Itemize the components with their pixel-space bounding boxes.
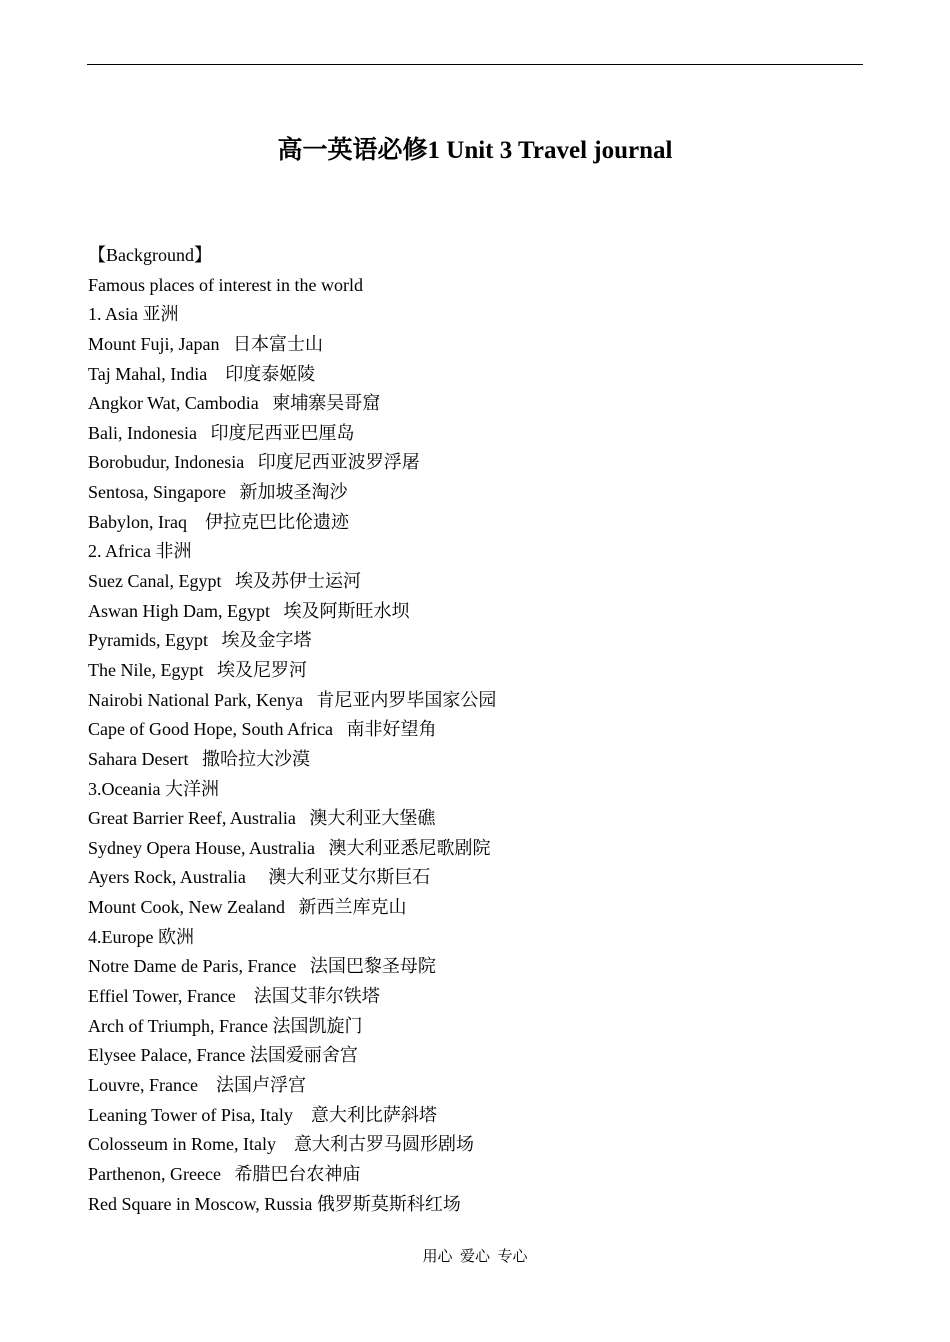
list-item: Great Barrier Reef, Australia 澳大利亚大堡礁 bbox=[88, 808, 436, 829]
list-item: Colosseum in Rome, Italy 意大利古罗马圆形剧场 bbox=[88, 1134, 474, 1155]
list-item: Babylon, Iraq 伊拉克巴比伦遗迹 bbox=[88, 511, 349, 532]
document-title: 高一英语必修1 Unit 3 Travel journal bbox=[277, 137, 673, 164]
document-body bbox=[88, 241, 863, 1219]
list-item: Effiel Tower, France 法国艾菲尔铁塔 bbox=[88, 986, 380, 1007]
list-item: Bali, Indonesia 印度尼西亚巴厘岛 bbox=[88, 422, 355, 443]
list-item: Parthenon, Greece 希腊巴台农神庙 bbox=[88, 1163, 361, 1184]
list-item: Arch of Triumph, France 法国凯旋门 bbox=[88, 1015, 363, 1036]
list-item: Notre Dame de Paris, France 法国巴黎圣母院 bbox=[88, 956, 436, 977]
list-item: Borobudur, Indonesia 印度尼西亚波罗浮屠 bbox=[88, 452, 420, 473]
section-heading-africa: 2. Africa 非洲 bbox=[88, 541, 192, 562]
list-item: Leaning Tower of Pisa, Italy 意大利比萨斜塔 bbox=[88, 1104, 437, 1125]
intro-line: Famous places of interest in the world bbox=[88, 274, 363, 295]
list-item: Red Square in Moscow, Russia 俄罗斯莫斯科红场 bbox=[88, 1193, 461, 1214]
list-item: Ayers Rock, Australia 澳大利亚艾尔斯巨石 bbox=[88, 867, 431, 888]
list-item: Taj Mahal, India 印度泰姬陵 bbox=[88, 363, 316, 384]
list-item: Mount Fuji, Japan 日本富士山 bbox=[88, 333, 324, 354]
section-heading-oceania: 3.Oceania 大洋洲 bbox=[88, 778, 219, 799]
list-item: Sentosa, Singapore 新加坡圣淘沙 bbox=[88, 482, 348, 503]
header-rule bbox=[87, 64, 863, 65]
section-heading-europe: 4.Europe 欧洲 bbox=[88, 926, 194, 947]
list-item: The Nile, Egypt 埃及尼罗河 bbox=[88, 659, 307, 680]
list-item: Pyramids, Egypt 埃及金字塔 bbox=[88, 630, 312, 651]
list-item: Nairobi National Park, Kenya 肯尼亚内罗毕国家公园 bbox=[88, 689, 497, 710]
list-item: Angkor Wat, Cambodia 柬埔寨吴哥窟 bbox=[88, 393, 381, 414]
list-item: Sahara Desert 撒哈拉大沙漠 bbox=[88, 748, 310, 769]
page-footer: 用心 爱心 专心 bbox=[422, 1249, 528, 1265]
list-item: Cape of Good Hope, South Africa 南非好望角 bbox=[88, 719, 437, 740]
list-item: Suez Canal, Egypt 埃及苏伊士运河 bbox=[88, 571, 361, 592]
list-item: Elysee Palace, France 法国爱丽舍宫 bbox=[88, 1045, 358, 1066]
list-item: Mount Cook, New Zealand 新西兰库克山 bbox=[88, 897, 407, 918]
list-item: Aswan High Dam, Egypt 埃及阿斯旺水坝 bbox=[88, 600, 410, 621]
section-heading-asia: 1. Asia 亚洲 bbox=[88, 304, 179, 325]
list-item: Louvre, France 法国卢浮宫 bbox=[88, 1074, 306, 1095]
list-item: Sydney Opera House, Australia 澳大利亚悉尼歌剧院 bbox=[88, 837, 491, 858]
section-heading-background: 【Background】 bbox=[88, 245, 212, 265]
